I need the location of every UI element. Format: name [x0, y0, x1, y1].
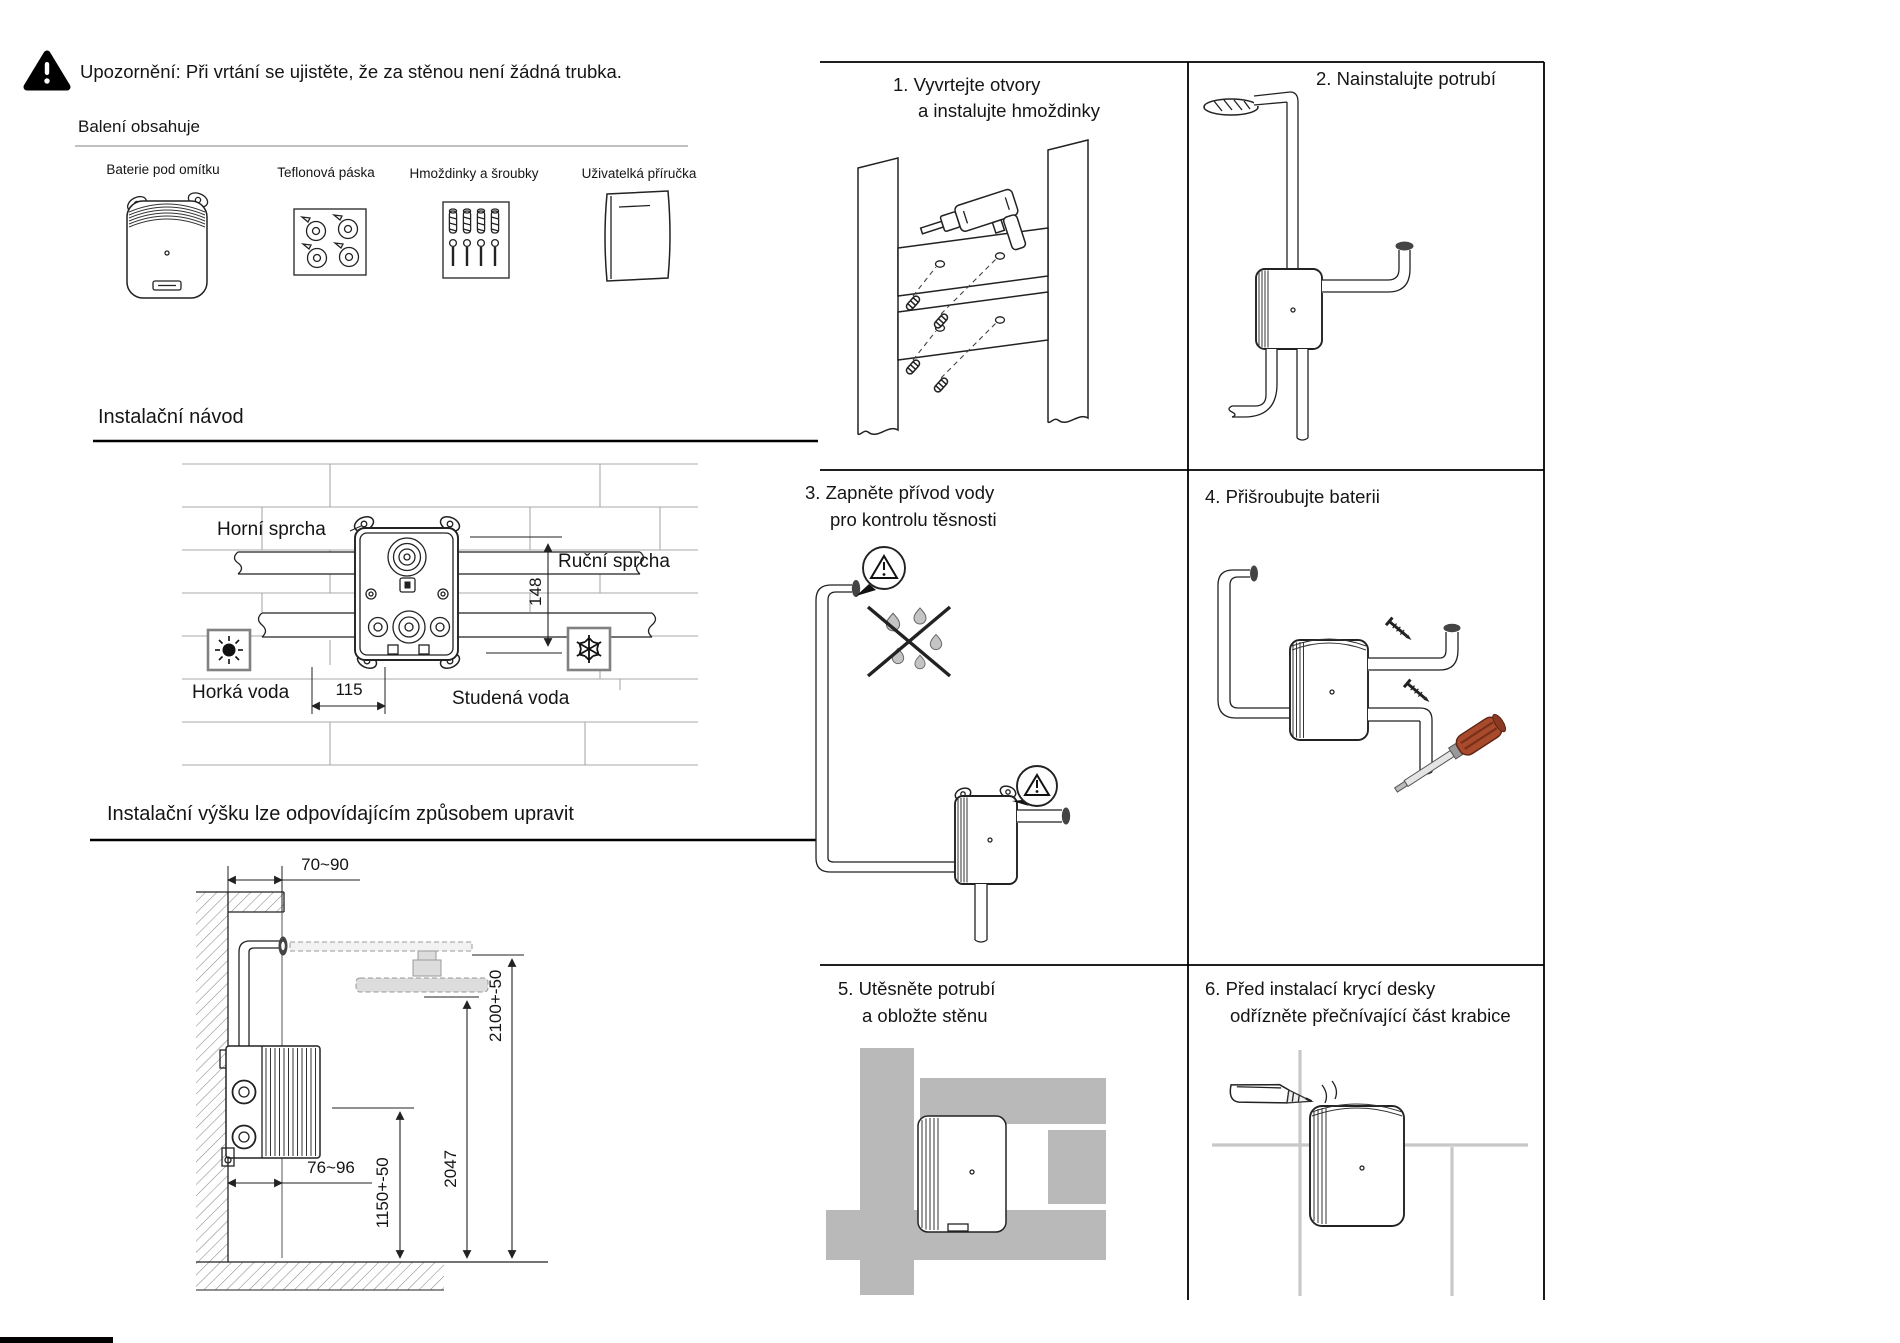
valve-box-step4 [1290, 639, 1368, 740]
teflon-tape-rolls-icon [294, 209, 366, 275]
dimension-2047 [424, 997, 479, 1258]
step5-title-line1: 5. Utěsněte potrubí [838, 978, 996, 999]
hatched-wall [196, 892, 228, 1262]
valve-box-step2 [1256, 269, 1322, 349]
dim-76-96-label: 76~96 [307, 1158, 355, 1177]
hot-water-label: Horká voda [192, 682, 290, 703]
screwdriver-icon [1390, 712, 1508, 800]
valve-box-step6 [1310, 1104, 1404, 1226]
step6-title-line2: odřízněte přečnívající část krabice [1230, 1005, 1511, 1026]
concealed-valve-box-icon [125, 190, 210, 298]
shower-arm-and-head-side [290, 942, 488, 992]
height-section-heading: Instalační výšku lze odpovídajícím způsobem upravit [107, 803, 574, 825]
step5-illustration [826, 1048, 1106, 1295]
shower-head-icon [1204, 99, 1258, 115]
step6-illustration [1212, 1050, 1528, 1296]
supply-pipe-side [239, 937, 288, 1049]
step4-title: 4. Přišroubujte baterii [1205, 486, 1380, 507]
dim-148-label: 148 [526, 577, 546, 606]
box-warning-icon [1012, 766, 1057, 806]
dim-70-90-label: 70~90 [301, 855, 349, 874]
no-drip-icon [868, 607, 950, 676]
warning-triangle-icon [27, 54, 67, 87]
step2-illustration [1204, 92, 1414, 440]
step3-title-line1: 3. Zapněte přívod vody [805, 482, 995, 503]
cut-motion-mark [1322, 1085, 1326, 1103]
hatched-floor [196, 1262, 444, 1290]
height-diagram [196, 866, 548, 1290]
dim-2100-label: 2100+-50 [486, 969, 506, 1042]
valve-box-step3 [954, 784, 1018, 884]
step4-illustration [1218, 566, 1509, 800]
package-item-label: Baterie pod omítku [106, 162, 220, 177]
step2-title: 2. Nainstalujte potrubí [1316, 68, 1496, 89]
step5-title-line2: a obložte stěnu [862, 1005, 988, 1026]
user-manual-booklet-icon [605, 191, 670, 281]
valve-box-side-view [220, 1046, 320, 1166]
tile-strip-right [1048, 1130, 1106, 1204]
warning-text: Upozornění: Při vrtání se ujistěte, že za stěnou není žádná trubka. [80, 61, 622, 82]
dim-115-label: 115 [335, 680, 363, 699]
valve-box-step5 [918, 1116, 1006, 1232]
valve-box-front-view [350, 514, 462, 671]
hand-shower-label: Ruční sprcha [558, 551, 670, 572]
package-heading: Balení obsahuje [78, 117, 200, 136]
leak-warning-icon [856, 547, 905, 596]
step3-illustration [816, 547, 1070, 942]
step6-title-line1: 6. Před instalací krycí desky [1205, 978, 1436, 999]
snowflake-icon [568, 628, 610, 670]
cold-water-label: Studená voda [452, 688, 570, 709]
dim-2047-label: 2047 [441, 1149, 461, 1188]
step1-title-line1: 1. Vyvrtejte otvory [893, 74, 1041, 95]
dim-1150-label: 1150+-50 [373, 1157, 393, 1229]
package-item-label: Hmoždinky a šroubky [409, 166, 539, 181]
top-shower-label: Horní sprcha [217, 519, 326, 540]
step3-title-line2: pro kontrolu těsnosti [830, 509, 997, 530]
page-edge-mark [0, 1337, 113, 1343]
step1-illustration [858, 140, 1088, 434]
install-guide-heading: Instalační návod [98, 406, 244, 428]
cut-motion-mark [1332, 1081, 1336, 1099]
wall-plugs-and-screws-icon [443, 202, 509, 278]
package-item-label: Uživatelká příručka [581, 166, 697, 181]
step1-title-line2: a instalujte hmoždinky [918, 100, 1101, 121]
sun-icon [208, 630, 250, 670]
package-item-label: Teflonová páska [277, 165, 375, 180]
